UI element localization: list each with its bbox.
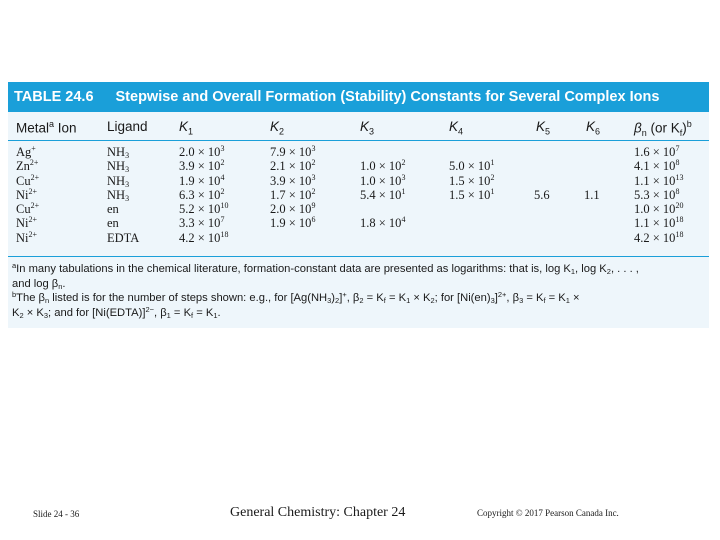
- table-cell: $3.9 \times 10^2$: [179, 158, 225, 174]
- table-cell: $2.1 \times 10^2$: [270, 158, 316, 174]
- table-cell: $1.9 \times 10^4$: [179, 172, 225, 188]
- table-cell: Ag+: [16, 144, 36, 159]
- table-cell: [360, 145, 405, 159]
- table-cell: [270, 231, 315, 245]
- column-k6: [584, 145, 600, 245]
- table-cell: $2.0 \times 10^3$: [179, 144, 225, 159]
- table-cell: $NH_3$: [107, 159, 130, 175]
- header-k5: $K_5$: [536, 119, 551, 137]
- footnote-b: $^b$The $\beta_n$ listed is for the number of steps shown: e.g., for $[Ag(NH_3)_2]^+$, $\beta_2 = K_f = K_1 \times K_2$; for $[Ni(en)_3]^{2+}$, $\beta_3 = K_f = K_1$ × $K_2 \times K_3$; and for [Ni(EDTA)]$^{2-}$, $\beta_1 = K_f = K_1$.: [12, 290, 580, 320]
- table-cell: $NH_3$: [107, 145, 130, 160]
- table-cell: [360, 231, 405, 245]
- table-cell: [534, 174, 550, 188]
- table-cell: $NH_3$: [107, 187, 130, 203]
- table-cell: $1.0 \times 10^2$: [360, 158, 406, 174]
- table-cell: $1.5 \times 10^2$: [449, 172, 495, 188]
- table-cell: $4.1 \times 10^8$: [634, 158, 680, 174]
- formation-constants-table: [8, 82, 709, 328]
- table-cell: [360, 202, 405, 216]
- table-cell: [584, 159, 600, 173]
- slide-number: Slide 24 - 36: [33, 509, 80, 519]
- table-cell: $5.3 \times 10^8$: [634, 186, 680, 202]
- table-cell: 1.1: [584, 187, 600, 202]
- table-title: Stepwise and Overall Formation (Stability) Constants for Several Complex Ions: [115, 89, 660, 105]
- header-k3: $K_3$: [360, 119, 375, 137]
- table-cell: $Ni^{2+}$: [16, 215, 38, 231]
- table-cell: [584, 174, 600, 188]
- table-cell: [534, 202, 550, 216]
- table-cell: EDTA: [107, 230, 140, 245]
- table-title-bar: [8, 82, 709, 112]
- column-metal-ion: [16, 145, 39, 245]
- table-cell: $5.4 \times 10^1$: [360, 186, 406, 202]
- header-k2: $K_2$: [270, 119, 285, 137]
- table-cell: $Ni^{2+}$: [16, 229, 38, 245]
- column-k1: [179, 145, 228, 245]
- table-header-row: [8, 112, 709, 141]
- table-cell: [449, 145, 494, 159]
- column-k5: [534, 145, 550, 245]
- table-cell: en: [107, 202, 119, 217]
- table-cell: [584, 145, 600, 159]
- table-cell: $Zn^{2+}$: [16, 158, 39, 174]
- table-cell: $3.3 \times 10^7$: [179, 215, 225, 231]
- table-cell: $5.2 \times 10^{10}$: [179, 201, 229, 217]
- table-cell: [534, 159, 550, 173]
- table-cell: $1.7 \times 10^2$: [270, 186, 316, 202]
- table-cell: $1.5 \times 10^1$: [449, 186, 495, 202]
- table-cell: [534, 145, 550, 159]
- header-k1: $K_1$: [179, 119, 194, 137]
- table-cell: [449, 216, 494, 230]
- table-cell: $4.2 \times 10^{18}$: [179, 229, 229, 245]
- table-cell: en: [107, 216, 119, 231]
- table-cell: [534, 216, 550, 230]
- table-cell: $6.3 \times 10^2$: [179, 186, 225, 202]
- copyright-notice: Copyright © 2017 Pearson Canada Inc.: [477, 508, 619, 518]
- header-k6: $K_6$: [586, 119, 601, 137]
- table-cell: $1.1 \times 10^{18}$: [634, 215, 684, 231]
- header-ligand: Ligand: [107, 119, 148, 134]
- footnote-a: $^a$In many tabulations in the chemical literature, formation-constant data are presented as logarithms: that is, $\log K_1$, $\log K_2$, . . . , and $\log \beta_n$.: [12, 261, 639, 291]
- column-k3: [360, 145, 405, 245]
- table-label: TABLE 24.6: [14, 89, 94, 105]
- column-k2: [270, 145, 315, 245]
- footnote-divider: [8, 256, 709, 257]
- table-cell: $NH_3$: [107, 173, 130, 189]
- header-beta-n: $\beta_n$ (or $K_f)^b$: [634, 119, 692, 139]
- table-cell: $1.6 \times 10^7$: [634, 144, 680, 159]
- header-k4: $K_4$: [449, 119, 464, 137]
- table-cell: [449, 202, 494, 216]
- table-cell: $5.0 \times 10^1$: [449, 158, 495, 174]
- column-k4: [449, 145, 494, 245]
- column-beta-n: [634, 145, 683, 245]
- header-metal-ion: Metal$^a$ Ion: [16, 119, 77, 136]
- table-cell: $1.9 \times 10^6$: [270, 215, 316, 231]
- table-cell: 5.6: [534, 187, 550, 202]
- table-cell: $2.0 \times 10^9$: [270, 201, 316, 217]
- table-cell: [449, 231, 494, 245]
- table-cell: $1.1 \times 10^{13}$: [634, 172, 684, 188]
- table-cell: [584, 202, 600, 216]
- table-cell: $1.8 \times 10^4$: [360, 215, 406, 231]
- table-cell: $Ni^{2+}$: [16, 186, 38, 202]
- table-cell: $3.9 \times 10^3$: [270, 172, 316, 188]
- table-cell: $Cu^{2+}$: [16, 172, 40, 188]
- table-cell: [584, 216, 600, 230]
- table-cell: $Cu^{2+}$: [16, 201, 40, 217]
- course-title: General Chemistry: Chapter 24: [230, 505, 406, 520]
- table-body: [8, 141, 709, 251]
- table-cell: $1.0 \times 10^3$: [360, 172, 406, 188]
- column-ligand: [107, 145, 139, 245]
- table-cell: $4.2 \times 10^{18}$: [634, 229, 684, 245]
- table-footnotes: [12, 262, 702, 320]
- table-cell: $7.9 \times 10^3$: [270, 144, 316, 159]
- table-cell: [534, 231, 550, 245]
- table-cell: $1.0 \times 10^{20}$: [634, 201, 684, 217]
- table-cell: [584, 231, 600, 245]
